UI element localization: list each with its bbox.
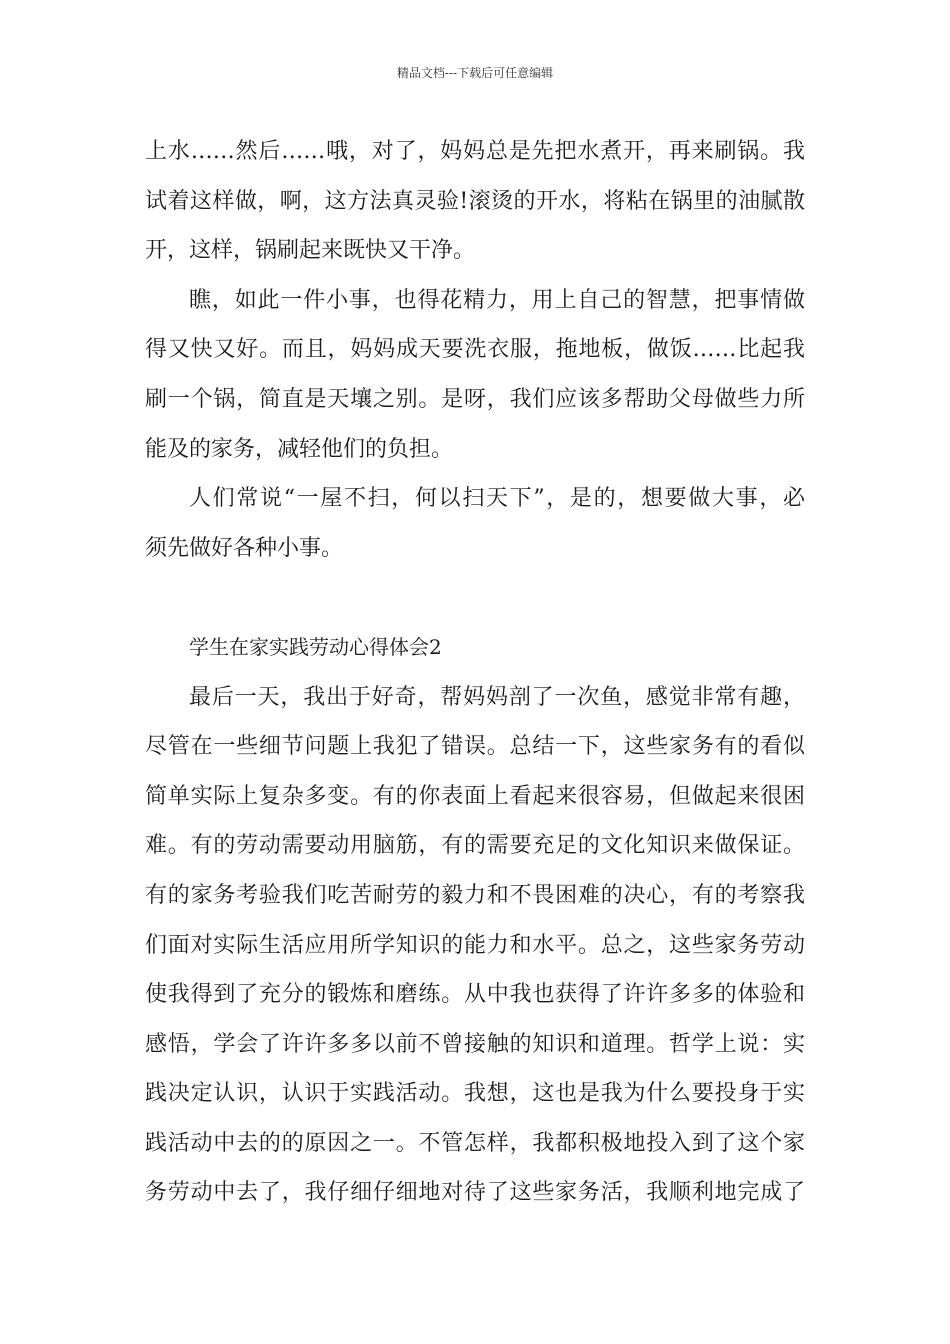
section-paragraph (145, 673, 805, 1219)
text-line: 感悟，学会了许许多多以前不曾接触的知识和道理。哲学上说：实 (145, 1031, 805, 1057)
text-line: 使我得到了充分的锻炼和磨练。从中我也获得了许许多多的体验和 (145, 982, 805, 1008)
text-line: 简单实际上复杂多变。有的你表面上看起来很容易，但做起来很困 (145, 783, 805, 809)
text-line: 人们常说“一屋不扫，何以扫天下”，是的，想要做大事，必 (189, 486, 805, 512)
text-line: 开，这样，锅刷起来既快又干净。 (145, 238, 476, 264)
text-line: 最后一天，我出于好奇，帮妈妈剖了一次鱼，感觉非常有趣， (189, 684, 805, 710)
paragraph-3 (145, 474, 805, 573)
text-line: 能及的家务，减轻他们的负担。 (145, 436, 454, 462)
text-line: 践决定认识，认识于实践活动。我想，这也是我为什么要投身于实 (145, 1081, 805, 1107)
blank-line (145, 573, 805, 623)
text-line: 尽管在一些细节问题上我犯了错误。总结一下，这些家务有的看似 (145, 734, 805, 760)
text-line: 试着这样做，啊，这方法真灵验!滚烫的开水，将粘在锅里的油腻散 (145, 188, 805, 214)
text-line: 须先做好各种小事。 (145, 535, 344, 561)
text-line: 有的家务考验我们吃苦耐劳的毅力和不畏困难的决心，有的考察我 (145, 882, 805, 908)
text-line: 上水……然后……哦，对了，妈妈总是先把水煮开，再来刷锅。我 (145, 139, 805, 164)
text-line: 瞧，如此一件小事，也得花精力，用上自己的智慧，把事情做 (189, 287, 805, 313)
document-body (145, 127, 805, 1218)
text-line: 践活动中去的的原因之一。不管怎样，我都积极地投入到了这个家 (145, 1130, 805, 1156)
text-line: 务劳动中去了，我仔细仔细地对待了这些家务活，我顺利地完成了 (145, 1180, 805, 1206)
text-line: 们面对实际生活应用所学知识的能力和水平。总之，这些家务劳动 (145, 932, 805, 958)
text-line: 难。有的劳动需要动用脑筋，有的需要充足的文化知识来做保证。 (145, 833, 805, 859)
text-line: 得又快又好。而且，妈妈成天要洗衣服，拖地板，做饭……比起我 (145, 337, 805, 363)
page-header: 精品文档---下载后可任意编辑 (396, 66, 554, 80)
paragraph-1 (145, 127, 805, 276)
text-line: 刷一个锅，简直是天壤之别。是呀，我们应该多帮助父母做些力所 (145, 386, 805, 412)
section-title: 学生在家实践劳动心得体会2 (189, 634, 442, 659)
paragraph-2 (145, 276, 805, 474)
